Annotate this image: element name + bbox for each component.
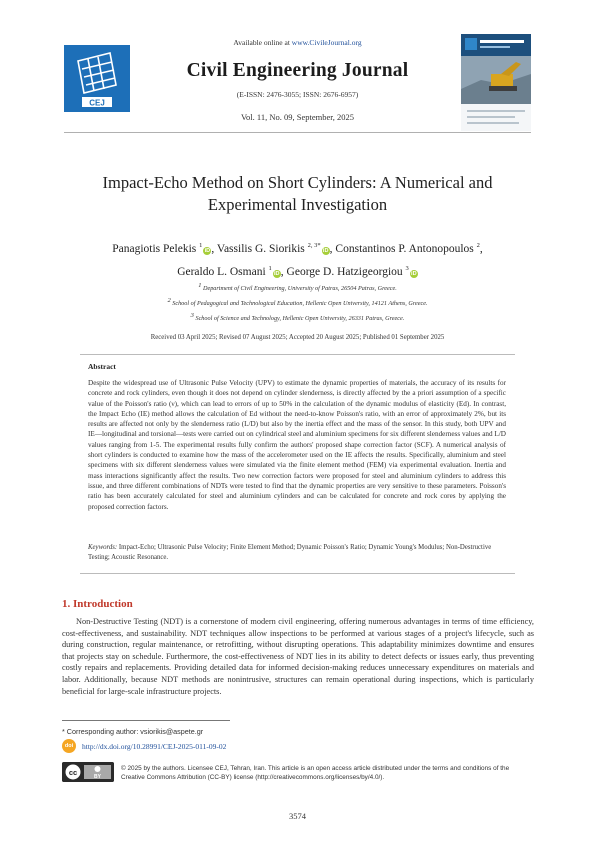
affiliation: $^2$ School of Pedagogical and Technological Education, Hellenic Open University, 14121 Athens, Greece. [167,297,428,308]
keywords [88,543,506,563]
affiliation: $^3$ School of Science and Technology, Hellenic Open University, 26331 Patras, Greece. [190,312,405,323]
header-divider [64,132,531,133]
keywords-text: Impact-Echo; Ultrasonic Pulse Velocity; Finite Element Method; Dynamic Poisson's Ratio; Dynamic Young's Modulus; Non-Destructive Testing; Acoustic Resonance. [88,544,492,561]
by-label: BY [94,774,101,780]
author-name: Panagiotis Pelekis [112,242,197,255]
author-name: Constantinos P. Antonopoulos [335,242,474,255]
author-name: George D. Hatzigeorgiou [286,265,403,278]
article-history: Received 03 April 2025; Revised 07 August 2025; Accepted 20 August 2025; Published 01 September 2025 [150,334,445,341]
author-list: Panagiotis Pelekis $^1$iD, Vassilis G. Siorikis $^{2, 3*}$iD, Constantinos P. Antonopoulos $^2$, Geraldo L. Osmani $^1$iD, George D. Hatzigeorgiou $^3$iD [112,242,483,278]
abstract-text: Despite the widespread use of Ultrasonic Pulse Velocity (UPV) to estimate the dynamic properties of materials, the accuracy of its results for concrete and rock cylinders, even though it does not depend on cylinder slenderness, is directly affected by the a priori assumption of a specific value of the Poisson's ratio (ν), which can lead to errors of up to 50% in the calculation of the dynamic modulus of elasticity (Ed). In contrast, the Impact Echo (IE) method allows the calculation of Ed without the need-to-know Poisson's ratio, with an error of approximately 2%, but its results are affected not only by the slenderness ratio (L/D) but also by the inertia effect and the mass of the sensor. In this study, both UPV and IE—longitudinal and torsional—tests were carried out on cylindrical steel and aluminium specimens for six different slenderness values and L/D values ranging from 1-5. The experimental results fully confirm the authors' proposed shape correction factor (SCF). A numerical analysis of short cylinders is conducted to examine how the mass of the accelerometer used on the IE affects the results. Specifically, aluminium and steel specimens with six different slenderness values were simulated via the finite element method (FEM) via experimental evaluation. Inertia and mass interactions significantly affect the results. Two new correction factors were proposed for steel and aluminium cylinders to address this issue, and three different combinations of NDTs were tested to find that the dynamic properties are very sensitive to these parameters. Poisson's ratio has been accurately calculated for steel and aluminium cylinders and can be calculated for concrete and rock cores by applying the proposed correction factors. [88,379,506,511]
issn: (E-ISSN: 2476-3055; ISSN: 2676-6957) [236,90,359,99]
author-affiliation-sup: 2, 3* [307,242,321,249]
keywords-label: Keywords: [88,544,118,551]
doi-icon: doi [62,739,76,753]
page-number: 3574 [289,811,306,821]
license-text: © 2025 by the authors. Licensee CEJ, Tehran, Iran. This article is an open access article distributed under the terms and conditions of the Creative Commons Attribution (CC-BY) license (http://creativecommons.org/licenses/by/4.0/). [121,765,510,781]
journal-logo [64,45,130,112]
cc-by-license-icon[interactable] [62,762,114,782]
corresponding-author: * Corresponding author: vsiorikis@aspete.gr [62,727,204,736]
author-name: Vassilis G. Siorikis [216,242,305,255]
author-name: Geraldo L. Osmani [177,265,266,278]
doi-link[interactable]: http://dx.doi.org/10.28991/CEJ-2025-011-09-02 [82,742,227,751]
footnote-divider [62,720,230,721]
section-heading: 1. Introduction [62,598,133,610]
abstract-heading: Abstract [88,362,116,371]
article-title: Impact-Echo Method on Short Cylinders: A Numerical and Experimental Investigation [102,173,493,214]
availability-note: Available online at www.CivileJournal.org [233,38,362,47]
orcid-icon[interactable]: iD [204,247,211,254]
journal-website-link[interactable]: www.CivileJournal.org [291,38,362,47]
affiliation: $^1$ Department of Civil Engineering, University of Patras, 26504 Patras, Greece. [198,282,397,293]
author-affiliation-sup: 2 [476,242,480,249]
author-affiliation-sup: 1 [268,264,272,272]
orcid-icon[interactable]: iD [411,270,417,277]
orcid-icon[interactable]: iD [322,247,329,254]
cc-label: cc [68,768,78,777]
logo-text: CEJ [89,98,105,108]
journal-cover-image [461,34,531,131]
journal-title: Civil Engineering Journal [186,60,409,81]
introduction-paragraph: Non-Destructive Testing (NDT) is a cornerstone of modern civil engineering, offering numerous advantages in terms of time efficiency, cost-effectiveness, and sustainability. NDT techniques allow inspections to be performed at various stages of a project's lifecycle, such as during construction, regular maintenance, or retrofitting, without disrupting operations. This adaptability minimizes downtime and ensures that projects stay on schedule. Furthermore, the cost-effectiveness of NDT lies in its ability to detect defects or issues early, thus preventing costly repairs and replacements. Providing detailed data for informed decision-making reduces unnecessary expenditures on materials and labor. Additionally, because NDT methods are nonintrusive, structures can remain operational during inspections, which is particularly beneficial for large-scale infrastructure projects. [62,617,534,696]
orcid-icon[interactable]: iD [274,270,280,277]
volume-issue: Vol. 11, No. 09, September, 2025 [241,112,354,122]
author-affiliation-sup: 3 [405,264,409,272]
author-affiliation-sup: 1 [199,242,203,249]
